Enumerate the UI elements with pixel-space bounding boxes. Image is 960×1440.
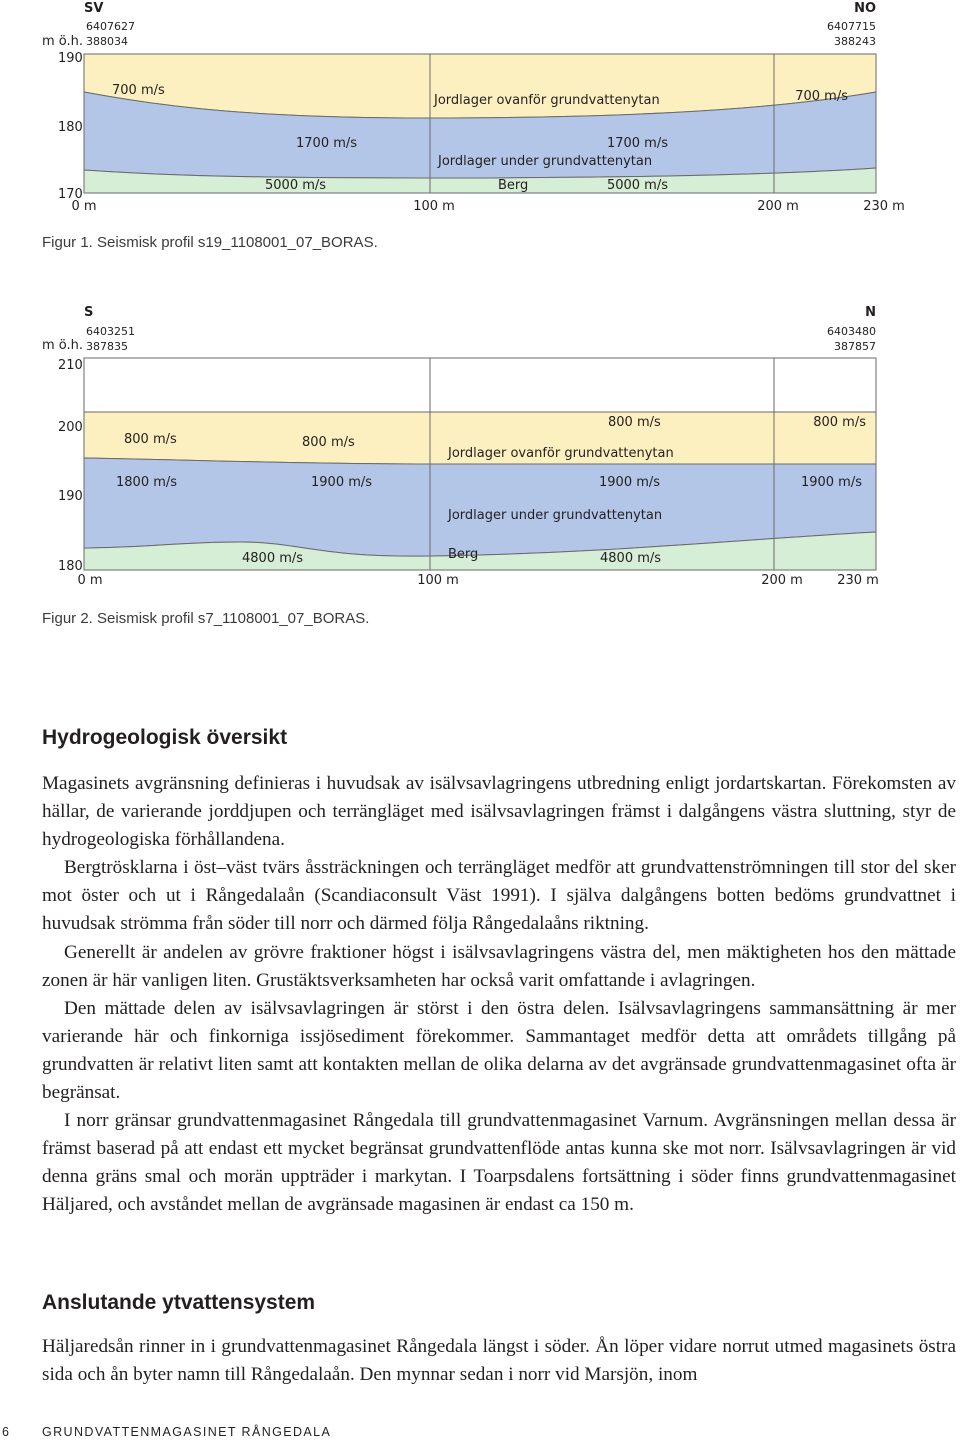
page-number: 6 xyxy=(2,1425,9,1439)
section-heading-hydrogeology: Hydrogeologisk översikt xyxy=(42,726,288,749)
fig1-velocity-rock-right: 5000 m/s xyxy=(606,178,668,193)
fig1-velocity-above-left: 700 m/s xyxy=(112,83,165,98)
fig2-coord-left-n: 6403251 xyxy=(86,325,135,338)
fig1-velocity-below-right: 1700 m/s xyxy=(606,136,668,151)
fig2-coord-right-n: 6403480 xyxy=(827,325,876,338)
fig2-x-tick-0: 0 m xyxy=(77,573,103,588)
fig2-direction-right: N xyxy=(865,305,876,320)
fig1-unit: m ö.h. xyxy=(42,34,84,49)
fig1-velocity-above-right: 700 m/s xyxy=(795,89,848,104)
fig2-velocity-below-2: 1900 m/s xyxy=(311,475,373,490)
figure-1-seismic-profile xyxy=(0,0,960,230)
fig1-coord-right-n: 6407715 xyxy=(827,20,876,33)
fig1-x-tick-100: 100 m xyxy=(413,199,455,214)
fig1-label-below: Jordlager under grundvattenytan xyxy=(438,154,653,169)
paragraph: Den mättade delen av isälvsavlagringen är störst i den östra delen. Isälvsavlagringens sammansättning är mer varierande här och finkorniga issjösediment förekommer. Sammantaget medför detta att områdets tillgång på grundvatten är relativt liten samt att kontakten mellan de olika delarna av det avgränsade grundvattenmagasinet ofta är begränsat. xyxy=(42,997,956,1104)
running-title: GRUNDVATTENMAGASINET RÅNGEDALA xyxy=(42,1425,332,1439)
fig2-velocity-above-1: 800 m/s xyxy=(124,432,177,447)
fig2-y-tick-200: 200 xyxy=(58,420,83,435)
section-hydrogeology-body xyxy=(42,770,956,1220)
figure-2-seismic-profile xyxy=(0,298,960,590)
fig1-y-tick-180: 180 xyxy=(58,120,83,135)
fig1-coord-right-e: 388243 xyxy=(834,35,876,48)
fig1-x-tick-0: 0 m xyxy=(71,199,97,214)
fig1-coord-left-n: 6407627 xyxy=(86,20,135,33)
fig1-direction-right: NO xyxy=(854,1,876,16)
fig2-x-tick-200: 200 m xyxy=(761,573,803,588)
fig2-unit: m ö.h. xyxy=(42,338,84,353)
fig2-direction-left: S xyxy=(84,305,94,320)
paragraph: Magasinets avgränsning definieras i huvudsak av isälvsavlagringens utbredning enligt jordartskartan. Förekomsten av hällar, de varierande jorddjupen och terrängläget med isälvsavlagringen främst i dalgångens västra sluttning, styr de hydrogeologiska förhållandena. xyxy=(42,773,956,851)
fig2-coord-right-e: 387857 xyxy=(834,340,876,353)
fig2-velocity-above-4: 800 m/s xyxy=(813,415,866,430)
section-surface-water-body xyxy=(42,1333,956,1389)
fig1-y-tick-190: 190 xyxy=(58,51,83,66)
fig2-x-tick-100: 100 m xyxy=(417,573,459,588)
fig2-velocity-above-2: 800 m/s xyxy=(302,435,355,450)
fig2-velocity-above-3: 800 m/s xyxy=(608,415,661,430)
fig2-y-tick-210: 210 xyxy=(58,358,83,373)
fig2-coord-left-e: 387835 xyxy=(86,340,128,353)
fig2-y-tick-180: 180 xyxy=(58,559,83,574)
fig2-velocity-rock-2: 4800 m/s xyxy=(600,551,662,566)
fig1-y-tick-170: 170 xyxy=(58,187,83,202)
paragraph: Generellt är andelen av grövre fraktioner högst i isälvsavlagringens västra del, men mäktigheten hos den mättade zonen är här vanligen liten. Grustäktsverksamheten har också varit omfattande i avlagringen. xyxy=(42,941,956,991)
fig1-x-tick-200: 200 m xyxy=(757,199,799,214)
fig1-label-above: Jordlager ovanför grundvattenytan xyxy=(434,93,660,108)
fig1-velocity-rock-left: 5000 m/s xyxy=(265,178,327,193)
figure-2-caption: Figur 2. Seismisk profil s7_1108001_07_BORAS. xyxy=(42,610,370,627)
fig1-x-tick-230: 230 m xyxy=(863,199,905,214)
paragraph: Bergtrösklarna i öst–väst tvärs åssträckningen och terrängläget medför att grundvattenströmningen till stor del sker mot öster och ut i Rångedalaån (Scandiaconsult Väst 1991). I själva dalgångens botten bedöms grundvattnet i huvudsak strömma från söder till norr och därmed följa Rångedalaåns riktning. xyxy=(42,857,956,935)
fig2-velocity-rock-1: 4800 m/s xyxy=(242,551,304,566)
fig1-label-rock: Berg xyxy=(498,178,529,193)
fig1-velocity-below-left: 1700 m/s xyxy=(296,136,358,151)
fig2-x-tick-230: 230 m xyxy=(837,573,879,588)
fig2-label-rock: Berg xyxy=(448,547,479,562)
fig2-velocity-below-1: 1800 m/s xyxy=(116,475,178,490)
figure-1-caption: Figur 1. Seismisk profil s19_1108001_07_BORAS. xyxy=(42,234,378,251)
fig1-coord-left-e: 388034 xyxy=(86,35,128,48)
paragraph: I norr gränsar grundvattenmagasinet Rångedala till grundvattenmagasinet Varnum. Avgränsningen mellan dessa är främst baserad på att endast ett mycket begränsat grundvattenflöde antas kunna ske mot norr. Isälvsavlagringen är vid denna gräns smal och morän uppträder i markytan. I Toarpsdalens fortsättning i söder finns grundvattenmagasinet Häljared, och avståndet mellan de avgränsade magasinen är endast ca 150 m. xyxy=(42,1110,956,1216)
fig2-label-above: Jordlager ovanför grundvattenytan xyxy=(448,446,674,461)
fig2-velocity-below-3: 1900 m/s xyxy=(599,475,661,490)
paragraph: Häljaredsån rinner in i grundvattenmagasinet Rångedala längst i söder. Ån löper vidare norrut utmed magasinets östra sida och ån byter namn till Rångedalaån. Den mynnar sedan i norr vid Marsjön, inom xyxy=(42,1336,956,1386)
fig2-label-below: Jordlager under grundvattenytan xyxy=(448,508,663,523)
fig2-velocity-below-4: 1900 m/s xyxy=(800,475,862,490)
fig1-direction-left: SV xyxy=(84,1,104,16)
fig2-y-tick-190: 190 xyxy=(58,489,83,504)
section-heading-surface-water: Anslutande ytvattensystem xyxy=(42,1291,316,1314)
